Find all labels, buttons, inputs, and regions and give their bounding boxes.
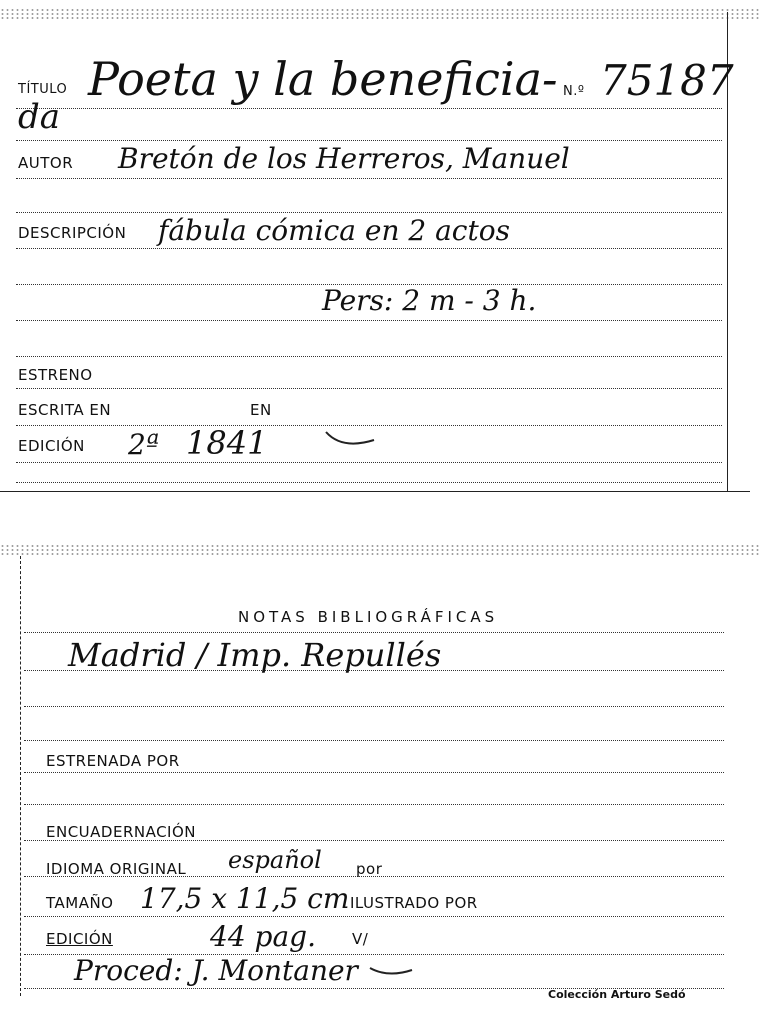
rule-line [16, 178, 722, 179]
rule-line [16, 212, 722, 213]
encuadernacion-label: ENCUADERNACIÓN [46, 823, 197, 841]
tamano-label: TAMAÑO [46, 894, 114, 912]
edicion-year-value: 1841 [186, 424, 268, 462]
titulo-value: Poeta y la beneficia- [88, 52, 558, 106]
notas-value: Madrid / Imp. Repullés [68, 636, 442, 674]
card-bottom-border [0, 491, 750, 492]
escrita-en-label: ESCRITA EN [18, 401, 112, 419]
en-label: EN [250, 401, 272, 419]
paginas-value: 44 pag. [210, 920, 316, 953]
descripcion-value: fábula cómica en 2 actos [158, 214, 510, 247]
rule-line [16, 356, 722, 357]
edicion-number-value: 2ª [128, 428, 160, 461]
rule-line [24, 916, 724, 917]
idioma-original-label: IDIOMA ORIGINAL [46, 860, 187, 878]
rule-line [16, 108, 722, 109]
edicion-label: EDICIÓN [46, 930, 113, 948]
estreno-label: ESTRENO [18, 366, 93, 384]
catalog-card-bottom [0, 540, 759, 1028]
titulo-label: TÍTULO [18, 82, 68, 97]
card-edge-texture [0, 544, 759, 556]
card-edge-texture [0, 8, 759, 20]
descripcion-label: DESCRIPCIÓN [18, 224, 127, 242]
collection-footer: Colección Arturo Sedó [548, 988, 686, 1001]
personajes-value: Pers: 2 m - 3 h. [322, 284, 537, 317]
rule-line [16, 140, 722, 141]
rule-line [16, 248, 722, 249]
rule-line [16, 320, 722, 321]
ink-smudge [368, 952, 418, 982]
rule-line [24, 804, 724, 805]
por-label: por [356, 860, 383, 878]
idioma-value: español [228, 846, 322, 874]
rule-line [24, 772, 724, 773]
titulo-continuation: da [18, 97, 61, 137]
rule-line [16, 388, 722, 389]
ilustrado-por-label: ILUSTRADO POR [350, 894, 478, 912]
card-left-border [20, 556, 21, 996]
tamano-value: 17,5 x 11,5 cm [140, 882, 350, 915]
edicion-label: EDICIÓN [18, 437, 85, 455]
numero-label: N.º [563, 84, 585, 99]
procedencia-value: Proced: J. Montaner [74, 954, 358, 987]
autor-value: Bretón de los Herreros, Manuel [118, 142, 570, 175]
autor-label: AUTOR [18, 154, 74, 172]
rule-line [16, 482, 722, 483]
estrenada-por-label: ESTRENADA POR [46, 752, 180, 770]
ink-smudge [322, 412, 382, 452]
catalog-card-top [0, 0, 759, 500]
notas-header: NOTAS BIBLIOGRÁFICAS [238, 608, 499, 626]
rule-line [24, 632, 724, 633]
rule-line [16, 462, 722, 463]
numero-value: 75187 [600, 56, 734, 105]
v-label: V/ [352, 930, 369, 948]
rule-line [24, 740, 724, 741]
rule-line [24, 706, 724, 707]
